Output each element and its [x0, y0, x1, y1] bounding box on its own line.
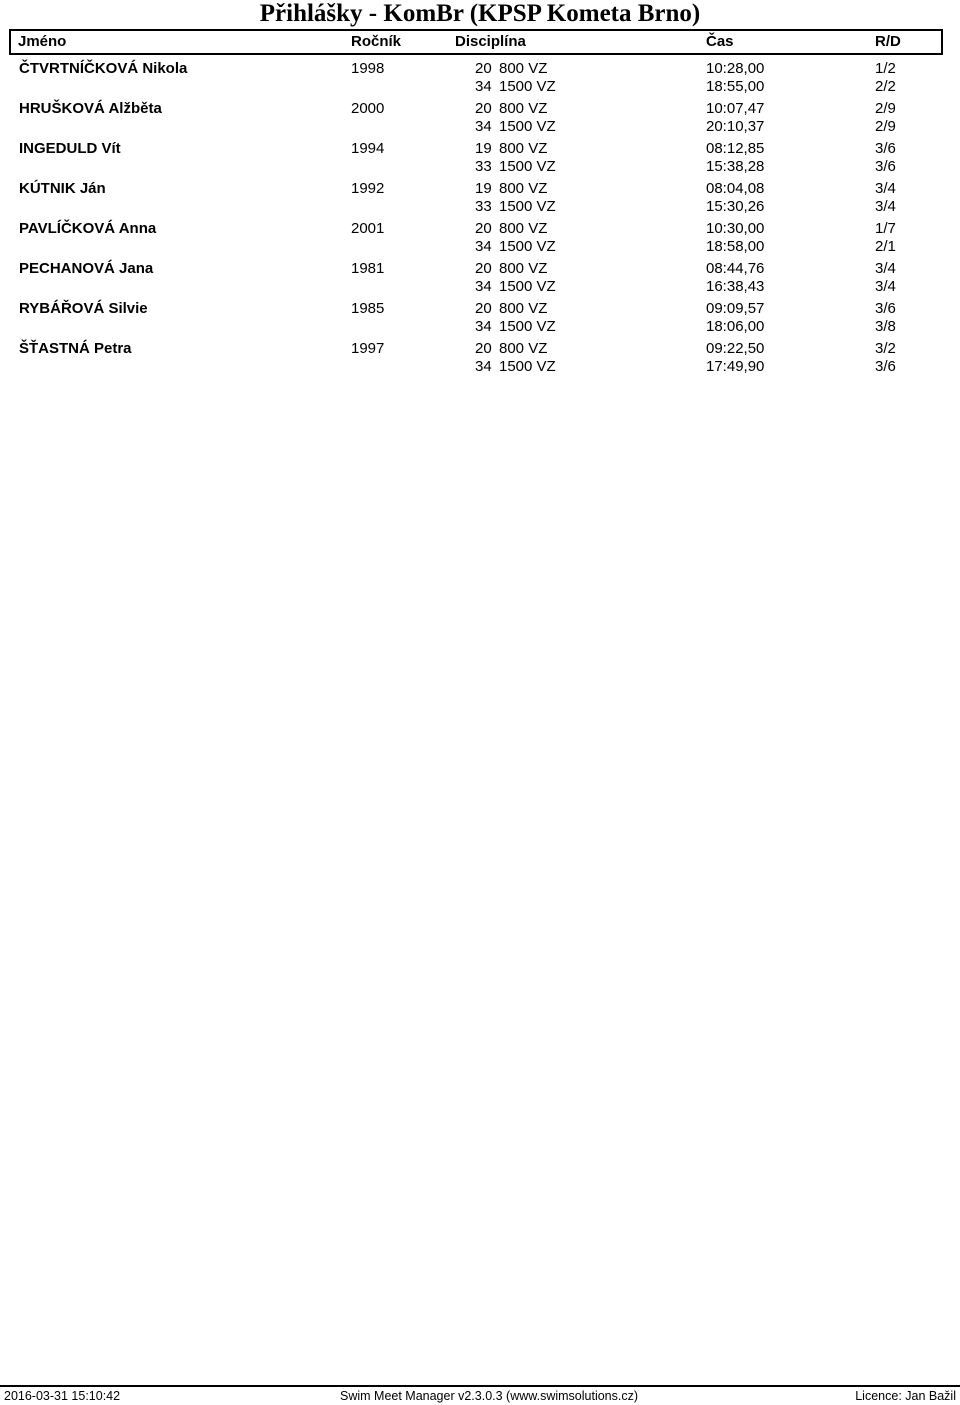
event-line	[0, 237, 960, 256]
column-header-time: Čas	[706, 33, 734, 50]
entries-list	[0, 58, 960, 378]
footer-divider	[0, 1385, 960, 1387]
entry-time: 10:28,00	[706, 60, 765, 77]
entry-row	[0, 58, 960, 98]
entry-row	[0, 338, 960, 378]
birth-year: 1985	[351, 300, 385, 317]
heat-lane: 3/4	[875, 180, 896, 197]
entry-time: 08:44,76	[706, 260, 765, 277]
heat-lane: 3/4	[875, 260, 896, 277]
event-number: 20	[475, 220, 492, 237]
swimmer-name: KÚTNIK Ján	[19, 180, 106, 197]
event-number: 20	[475, 100, 492, 117]
heat-lane: 3/6	[875, 158, 896, 175]
event-discipline: 1500 VZ	[499, 358, 556, 375]
event-line	[0, 179, 960, 198]
entry-time: 18:06,00	[706, 318, 765, 335]
heat-lane: 3/4	[875, 278, 896, 295]
heat-lane: 1/7	[875, 220, 896, 237]
event-line	[0, 357, 960, 376]
birth-year: 2000	[351, 100, 385, 117]
heat-lane: 3/6	[875, 358, 896, 375]
swimmer-name: PECHANOVÁ Jana	[19, 260, 154, 277]
event-discipline: 1500 VZ	[499, 278, 556, 295]
event-line	[0, 117, 960, 136]
birth-year: 1992	[351, 180, 385, 197]
entry-row	[0, 178, 960, 218]
event-line	[0, 259, 960, 278]
entry-row	[0, 138, 960, 178]
event-discipline: 1500 VZ	[499, 78, 556, 95]
column-header-year: Ročník	[351, 33, 402, 50]
swimmer-name: INGEDULD Vít	[19, 140, 121, 157]
entry-time: 15:38,28	[706, 158, 765, 175]
entry-time: 08:04,08	[706, 180, 765, 197]
event-discipline: 800 VZ	[499, 60, 548, 77]
heat-lane: 2/9	[875, 118, 896, 135]
event-line	[0, 99, 960, 118]
entry-time: 18:55,00	[706, 78, 765, 95]
event-number: 34	[475, 278, 492, 295]
event-number: 33	[475, 158, 492, 175]
event-line	[0, 317, 960, 336]
birth-year: 1981	[351, 260, 385, 277]
heat-lane: 3/4	[875, 198, 896, 215]
swimmer-name: ČTVRTNÍČKOVÁ Nikola	[19, 60, 188, 77]
column-header-name: Jméno	[18, 33, 67, 50]
entry-row	[0, 258, 960, 298]
swimmer-name: ŠŤASTNÁ Petra	[19, 340, 132, 357]
swimmer-name: HRUŠKOVÁ Alžběta	[19, 100, 162, 117]
birth-year: 1994	[351, 140, 385, 157]
entry-time: 15:30,26	[706, 198, 765, 215]
event-line	[0, 339, 960, 358]
entry-time: 16:38,43	[706, 278, 765, 295]
entry-time: 10:30,00	[706, 220, 765, 237]
heat-lane: 3/8	[875, 318, 896, 335]
event-number: 34	[475, 318, 492, 335]
event-line	[0, 139, 960, 158]
licence-text: Licence: Jan Bažil	[855, 1389, 956, 1403]
event-line	[0, 299, 960, 318]
event-number: 19	[475, 140, 492, 157]
event-line	[0, 157, 960, 176]
event-line	[0, 77, 960, 96]
event-number: 34	[475, 118, 492, 135]
entry-time: 10:07,47	[706, 100, 765, 117]
event-line	[0, 277, 960, 296]
event-discipline: 1500 VZ	[499, 318, 556, 335]
entry-time: 09:09,57	[706, 300, 765, 317]
event-number: 20	[475, 60, 492, 77]
event-number: 20	[475, 300, 492, 317]
entry-row	[0, 98, 960, 138]
table-header	[9, 29, 943, 55]
birth-year: 1997	[351, 340, 385, 357]
event-number: 34	[475, 78, 492, 95]
event-line	[0, 197, 960, 216]
heat-lane: 3/2	[875, 340, 896, 357]
event-discipline: 800 VZ	[499, 100, 548, 117]
event-number: 33	[475, 198, 492, 215]
page-title: Přihlášky - KomBr (KPSP Kometa Brno)	[259, 0, 701, 27]
event-number: 20	[475, 260, 492, 277]
entry-time: 08:12,85	[706, 140, 765, 157]
swimmer-name: RYBÁŘOVÁ Silvie	[19, 300, 148, 317]
software-credit: Swim Meet Manager v2.3.0.3 (www.swimsolutions.cz)	[340, 1389, 639, 1403]
birth-year: 1998	[351, 60, 385, 77]
page-footer	[0, 1389, 960, 1403]
event-line	[0, 219, 960, 238]
swimmer-name: PAVLÍČKOVÁ Anna	[19, 220, 157, 237]
event-discipline: 800 VZ	[499, 300, 548, 317]
column-header-rd: R/D	[875, 33, 901, 50]
entry-time: 18:58,00	[706, 238, 765, 255]
event-number: 34	[475, 358, 492, 375]
event-discipline: 800 VZ	[499, 220, 548, 237]
event-discipline: 1500 VZ	[499, 158, 556, 175]
column-header-discipline: Disciplína	[455, 33, 526, 50]
heat-lane: 2/2	[875, 78, 896, 95]
heat-lane: 3/6	[875, 140, 896, 157]
event-discipline: 800 VZ	[499, 260, 548, 277]
event-discipline: 1500 VZ	[499, 238, 556, 255]
heat-lane: 3/6	[875, 300, 896, 317]
event-number: 20	[475, 340, 492, 357]
event-discipline: 800 VZ	[499, 180, 548, 197]
event-discipline: 800 VZ	[499, 340, 548, 357]
event-number: 19	[475, 180, 492, 197]
entry-row	[0, 218, 960, 258]
entry-time: 17:49,90	[706, 358, 765, 375]
print-timestamp: 2016-03-31 15:10:42	[4, 1389, 121, 1403]
event-discipline: 1500 VZ	[499, 198, 556, 215]
event-discipline: 800 VZ	[499, 140, 548, 157]
event-line	[0, 59, 960, 78]
heat-lane: 2/1	[875, 238, 896, 255]
heat-lane: 2/9	[875, 100, 896, 117]
entry-time: 20:10,37	[706, 118, 765, 135]
event-number: 34	[475, 238, 492, 255]
entry-row	[0, 298, 960, 338]
heat-lane: 1/2	[875, 60, 896, 77]
entry-time: 09:22,50	[706, 340, 765, 357]
event-discipline: 1500 VZ	[499, 118, 556, 135]
birth-year: 2001	[351, 220, 385, 237]
